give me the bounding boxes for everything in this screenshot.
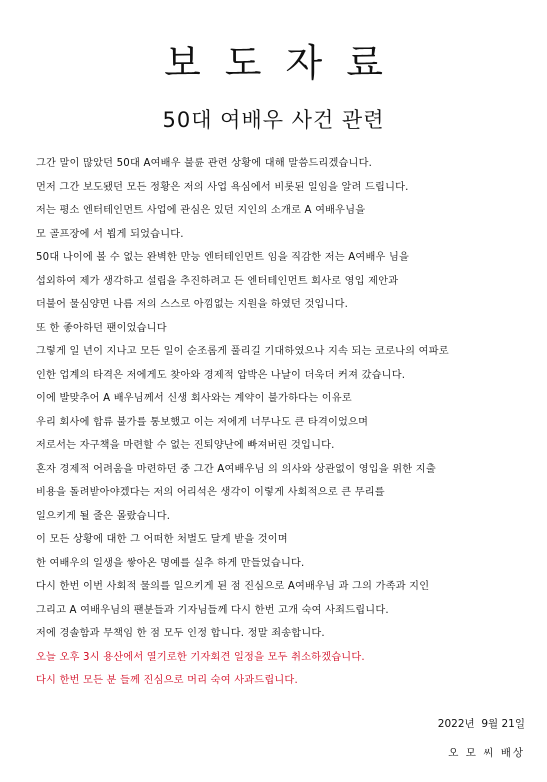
body-line: 다시 한번 이번 사회적 물의를 일으키게 된 점 진심으로 A여배우님 과 그의 가족과 지인 bbox=[36, 581, 430, 592]
highlighted-line: 오늘 오후 3시 용산에서 열기로한 기자회견 일정을 모두 취소하겠습니다. bbox=[36, 651, 365, 663]
document-subtitle: 50대 여배우 사건 관련 bbox=[162, 108, 385, 132]
body-line: 우리 회사에 합류 불가를 통보했고 이는 저에게 너무나도 큰 타격이었으며 bbox=[36, 416, 369, 428]
document-date: 2022년 9월 21일 bbox=[437, 718, 525, 730]
body-line: 비용을 돌려받아야겠다는 저의 어리석은 생각이 이렇게 사회적으로 큰 무리를 bbox=[36, 487, 385, 498]
document-title: 보도자료 bbox=[164, 41, 407, 85]
body-line: 저는 평소 엔터테인먼트 사업에 관심은 있던 지인의 소개로 A 여배우님을 bbox=[36, 205, 366, 216]
body-line: 일으키게 될 줄은 몰랐습니다. bbox=[36, 510, 171, 522]
body-line: 한 여배우의 일생을 쌓아온 명예를 실추 하게 만들었습니다. bbox=[36, 557, 305, 569]
body-line: 더불어 물심양면 나름 저의 스스로 아낌없는 지원을 하였던 것입니다. bbox=[36, 299, 349, 310]
body-line: 저에 경솔함과 무책임 한 점 모두 인정 합니다. 정말 죄송합니다. bbox=[36, 628, 325, 639]
body-line: 혼자 경제적 어려움을 마련하던 중 그간 A여배우님 의 의사와 상관없이 영입을 위한 지출 bbox=[36, 463, 436, 475]
body-line: 50대 나이에 볼 수 없는 완벽한 만능 엔터테인먼트 임을 직감한 저는 A여배우 님을 bbox=[36, 252, 410, 263]
document-signer: 오 모 씨 배상 bbox=[448, 747, 525, 759]
body-line: 이에 발맞추어 A 배우님께서 신생 회사와는 계약이 불가하다는 이유로 bbox=[36, 393, 352, 404]
body-line: 섭외하여 제가 생각하고 설립을 추진하려고 든 엔터테인먼트 회사로 영입 제안과 bbox=[36, 275, 399, 287]
highlighted-line: 다시 한번 모든 분 들께 진심으로 머리 숙여 사과드립니다. bbox=[36, 675, 298, 686]
body-line: 그리고 A 여배우님의 팬분들과 기자님들께 다시 한번 고개 숙여 사죄드립니다. bbox=[36, 604, 389, 616]
body-line: 이 모든 상황에 대한 그 어떠한 처벌도 달게 받을 것이며 bbox=[36, 534, 288, 545]
body-line: 또 한 좋아하던 팬이었습니다 bbox=[36, 322, 167, 334]
body-line: 그간 말이 많았던 50대 A여배우 불륜 관련 상황에 대해 말씀드리겠습니다. bbox=[36, 158, 373, 169]
body-line: 먼저 그간 보도됐던 모든 정황은 저의 사업 욕심에서 비롯된 일임을 알려 드립니다. bbox=[36, 181, 409, 193]
body-line: 저로서는 자구책을 마련할 수 없는 진퇴양난에 빠져버린 것입니다. bbox=[36, 440, 335, 451]
body-line: 그렇게 일 년이 지나고 모든 일이 순조롭게 풀리길 기대하였으나 지속 되는 코로나의 여파로 bbox=[36, 346, 449, 357]
body-line: 모 골프장에 서 뵙게 되었습니다. bbox=[36, 228, 184, 240]
body-line: 인한 업계의 타격은 저에게도 찾아와 경제적 압박은 나날이 더욱더 커져 갔습니다. bbox=[36, 369, 406, 381]
document-body bbox=[36, 152, 526, 693]
